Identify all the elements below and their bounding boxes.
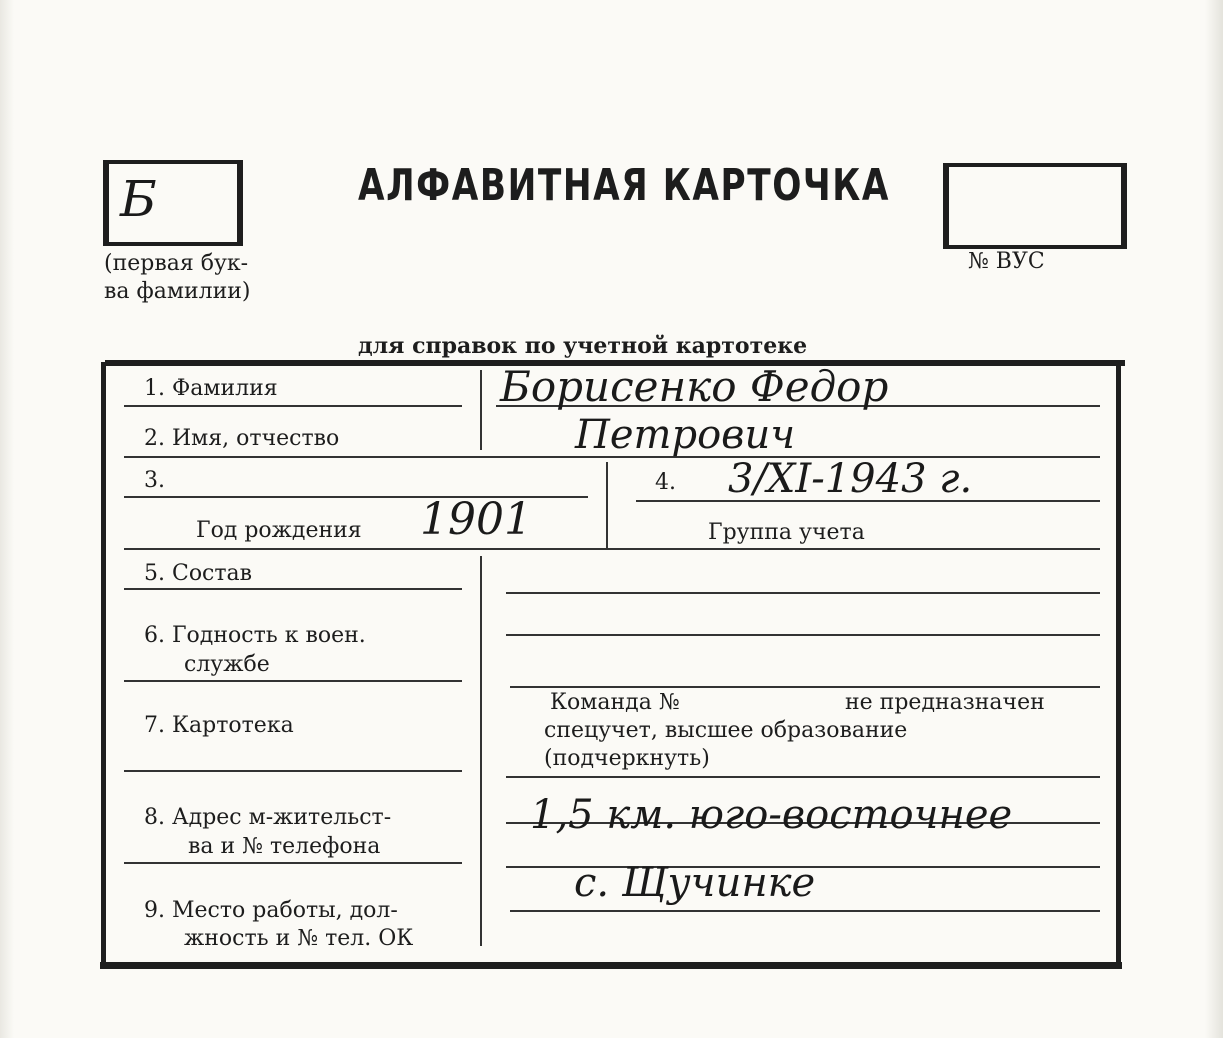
handwritten-name-line2: Петрович	[575, 412, 796, 458]
fitness-label-line1: 6. Годность к воен.	[144, 623, 366, 648]
line-right-4	[506, 776, 1100, 778]
address-label-line2: ва и № телефона	[188, 834, 381, 859]
handwritten-address-line2: с. Щучинке	[574, 860, 816, 906]
vus-caption: № ВУС	[968, 249, 1045, 274]
fitness-label-line2: службе	[184, 652, 270, 677]
line-composition	[124, 588, 462, 590]
line-fitness	[124, 680, 462, 682]
divider-lower-column	[480, 556, 482, 946]
frame-bottom	[100, 962, 1122, 969]
line-birth	[124, 548, 1100, 550]
line-right-7	[510, 910, 1100, 912]
divider-top-column	[480, 370, 482, 450]
team-text-a: Команда №	[550, 690, 680, 715]
card-index-label: 7. Картотека	[144, 713, 294, 738]
handwritten-date: 3/XI-1943 г.	[728, 456, 973, 502]
line-surname	[124, 405, 462, 407]
card-title: АЛФАВИТНАЯ КАРТОЧКА	[358, 160, 890, 211]
birth-year-label: Год рождения	[196, 518, 362, 543]
composition-label: 5. Состав	[144, 561, 253, 586]
address-label-line1: 8. Адрес м-жительст-	[144, 805, 392, 830]
workplace-label-line1: 9. Место работы, дол-	[144, 898, 398, 923]
line-right-3	[510, 686, 1100, 688]
handwritten-birth-year: 1901	[420, 494, 532, 545]
line-card-index	[124, 770, 462, 772]
workplace-label-line2: жность и № тел. ОК	[184, 926, 414, 951]
line-right-2	[506, 634, 1100, 636]
name-patronymic-label: 2. Имя, отчество	[144, 426, 340, 451]
surname-label: 1. Фамилия	[144, 376, 278, 401]
card-subtitle: для справок по учетной картотеке	[358, 333, 808, 359]
frame-left	[101, 362, 106, 965]
group-label: Группа учета	[708, 520, 865, 545]
line-address-left	[124, 862, 462, 864]
team-text-b: не предназначен	[845, 690, 1045, 715]
field-4-label: 4.	[655, 470, 676, 495]
first-letter-caption-line1: (первая бук-	[104, 251, 249, 276]
handwritten-name-line1: Борисенко Федор	[500, 362, 889, 411]
first-letter-value: Б	[120, 170, 157, 228]
special-record-text: спецучет, высшее образование	[544, 718, 908, 743]
first-letter-caption-line2: ва фамилии)	[104, 279, 251, 304]
vus-box	[943, 163, 1127, 249]
frame-right	[1116, 362, 1121, 965]
line-right-1	[506, 592, 1100, 594]
underline-hint-text: (подчеркнуть)	[544, 746, 710, 771]
handwritten-address-line1: 1,5 км. юго-восточнее	[530, 792, 1013, 838]
field-3-label: 3.	[144, 468, 165, 493]
divider-middle-column	[606, 462, 608, 550]
